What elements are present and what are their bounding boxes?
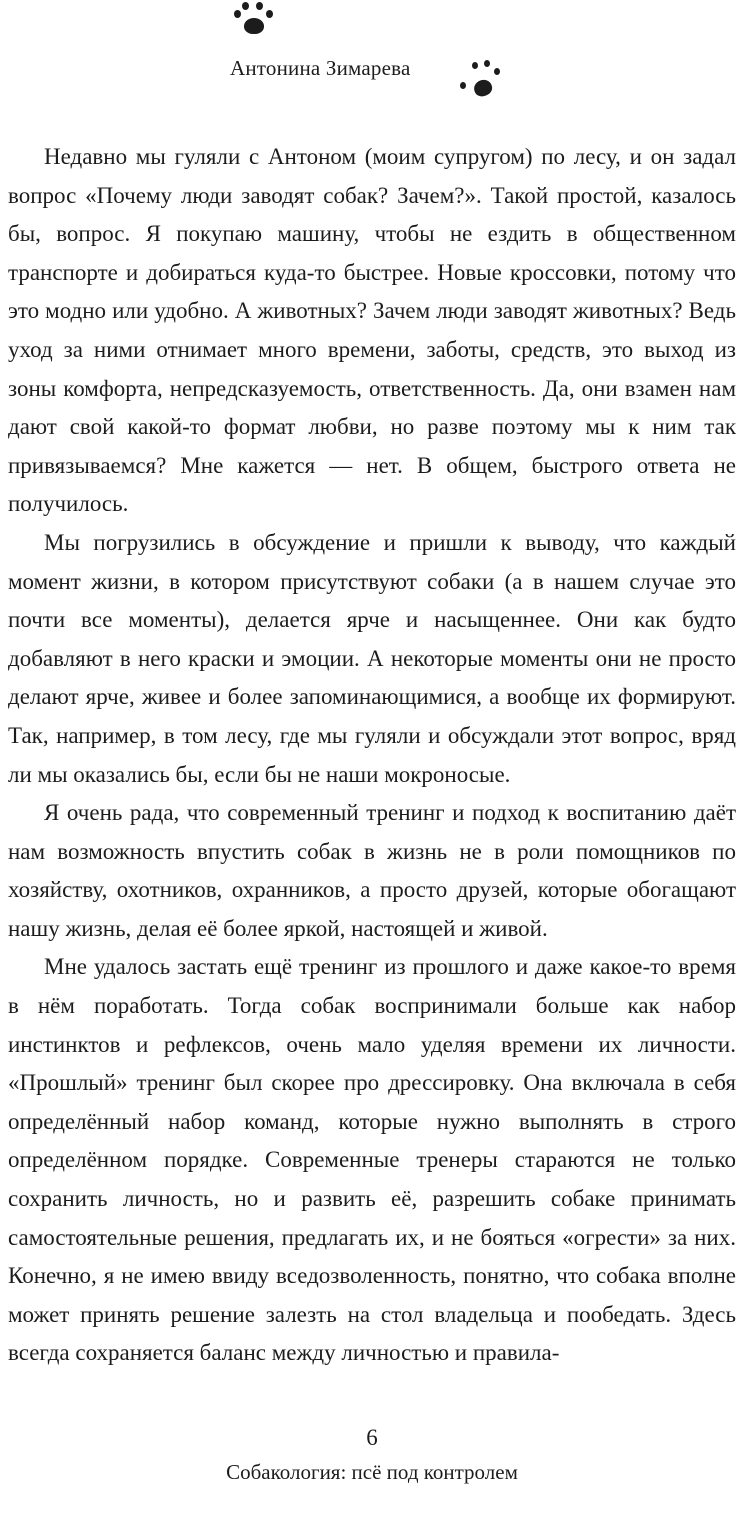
paw-print-icon: [228, 0, 284, 42]
book-title: Собакология: псё под контролем: [226, 1460, 518, 1484]
running-head-author: Антонина Зимарева: [230, 56, 411, 80]
paw-print-icon: [458, 58, 506, 106]
paragraph: Мне удалось застать ещё тренинг из прошлого и даже какое-то время в нём поработать. Тогда собак воспринимали больше как набор инстинктов и рефлексов, очень мало уделяя времени их личности. «Прошлый» тренинг был скорее про дрессировку. Она включала в себя определённый набор команд, которые нужно выполнять в строго определённом порядке. Современные тренеры стараются не только сохранить личность, но и развить её, разрешить собаке принимать самостоятельные решения, предлагать их, и не бояться «огрести» за них. Конечно, я не имею ввиду вседозволенность, понятно, что собака вполне может принять решение залезть на стол владельца и пообедать. Здесь всегда сохраняется баланс между личностью и правила-: [8, 954, 736, 1366]
body-text: [8, 138, 736, 1373]
page-number: 6: [366, 1425, 378, 1450]
paragraph: Мы погрузились в обсуждение и пришли к выводу, что каждый момент жизни, в котором присутствуют собаки (а в нашем случае это почти все моменты), делается ярче и насыщеннее. Они как будто добавляют в него краски и эмоции. А некоторые моменты они не просто делают ярче, живее и более запоминающимися, а вообще их формируют. Так, например, в том лесу, где мы гуляли и обсуждали этот вопрос, вряд ли мы оказались бы, если бы не наши мокроносые.: [8, 529, 736, 787]
paragraph: Я очень рада, что современный тренинг и подход к воспитанию даёт нам возможность впустить собак в жизнь не в роли помощников по хозяйству, охотников, охранников, а просто друзей, которые обогащают нашу жизнь, делая её более яркой, настоящей и живой.: [8, 800, 736, 941]
paragraph: Недавно мы гуляли с Антоном (моим супругом) по лесу, и он задал вопрос «Почему люди заводят собак? Зачем?». Такой простой, казалось бы, вопрос. Я покупаю машину, чтобы не ездить в общественном транспорте и добираться куда-то быстрее. Новые кроссовки, потому что это модно или удобно. А животных? Зачем люди заводят животных? Ведь уход за ними отнимает много времени, заботы, средств, это выход из зоны комфорта, непредсказуемость, ответственность. Да, они взамен нам дают свой какой-то формат любви, но разве поэтому мы к ним так привязываемся? Мне кажется — нет. В общем, быстрого ответа не получилось.: [8, 144, 736, 517]
